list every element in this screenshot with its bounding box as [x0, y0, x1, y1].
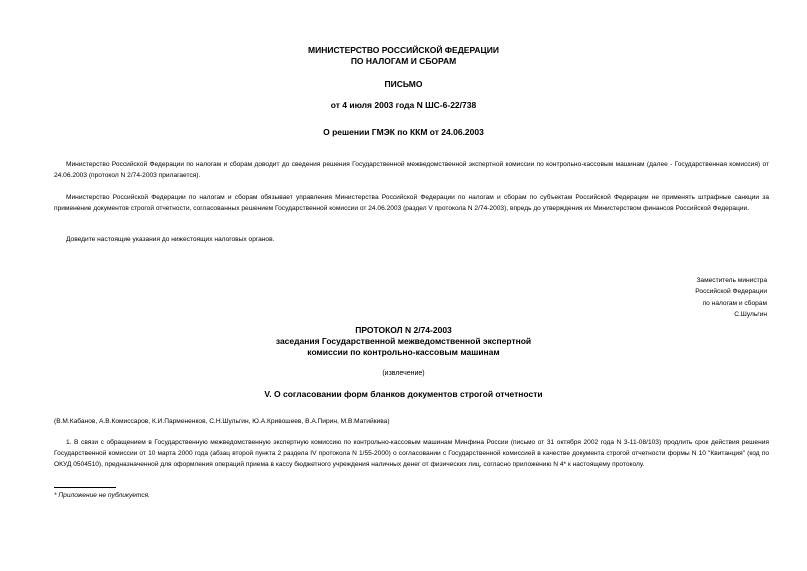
paragraph-3: Доведите настоящие указания до нижестоящих налоговых органов.: [66, 236, 275, 243]
protocol-item-1: 1. В связи с обращением в Государственную межведомственную экспертную комиссию по контрольно-кассовым машинам Минфина России (письмо от 31 октября 2002 года N 3-11-08/103) продлить срок действия решения Государственной комиссии от 10 марта 2000 года (абзац второй пункта 2 раздела IV протокола N 1/55-2000) о согласовании с Государственной комиссией в качестве документа строгой отчетности формы N 10 "Квитанция" (код по ОКУД 0504510), предназначенной для оформления операций приема в кассу бюджетного учреждения наличных денег от физических лиц, согласно приложению N 4* к настоящему протоколу.: [54, 439, 769, 468]
protocol-attendees: (В.М.Кабанов, А.В.Комиссаров, К.И.Пармененков, С.Н.Шульгин, Ю.А.Кривошеев, В.А.Пирин, М.В.Матийкива): [54, 418, 390, 425]
ministry-name-line1: МИНИСТЕРСТВО РОССИЙСКОЙ ФЕДЕРАЦИИ: [308, 45, 499, 55]
document-subject: О решении ГМЭК по ККМ от 24.06.2003: [323, 127, 484, 137]
protocol-subtitle-line2: комиссии по контрольно-кассовым машинам: [307, 347, 500, 357]
paragraph-2: Министерство Российской Федерации по налогам и сборам обязывает управления Министерства Российской Федерации по налогам и сборам по субъектам Российской Федерации не применять штрафные санкции за применение документов строгой отчетности, согласованных решением Государственной комиссии от 24.06.2003 (раздел V протокола N 2/74-2003), впредь до утверждения их Министерством финансов Российской Федерации.: [54, 194, 769, 212]
signature-position-line3: по налогам и сборам: [702, 299, 767, 307]
protocol-extract-note: (извлечение): [382, 370, 425, 377]
signature-position-line1: Заместитель министра: [696, 277, 767, 284]
paragraph-1: Министерство Российской Федерации по налогам и сборам доводит до сведения решения Государственной межведомственной экспертной комиссии по контрольно-кассовым машинам (далее - Государственная комиссия) от 24.06.2003 (протокол N 2/74-2003 прилагается).: [54, 161, 769, 179]
protocol-subtitle-line1: заседания Государственной межведомственной экспертной: [275, 336, 532, 346]
footnote: * Приложение не публикуется.: [54, 492, 150, 499]
document-type: ПИСЬМО: [384, 79, 423, 89]
protocol-section-title: V. О согласовании форм бланков документов строгой отчетности: [264, 389, 543, 399]
ministry-name-line2: ПО НАЛОГАМ И СБОРАМ: [350, 56, 457, 66]
footnote-separator: [54, 487, 116, 488]
signature-block: [695, 275, 767, 320]
document-date-number: от 4 июля 2003 года N ШС-6-22/738: [330, 100, 477, 110]
signature-position-line2: Российской Федерации: [695, 288, 767, 296]
protocol-title: ПРОТОКОЛ N 2/74-2003: [355, 325, 452, 335]
signature-name: С.Шульгин: [734, 310, 767, 318]
